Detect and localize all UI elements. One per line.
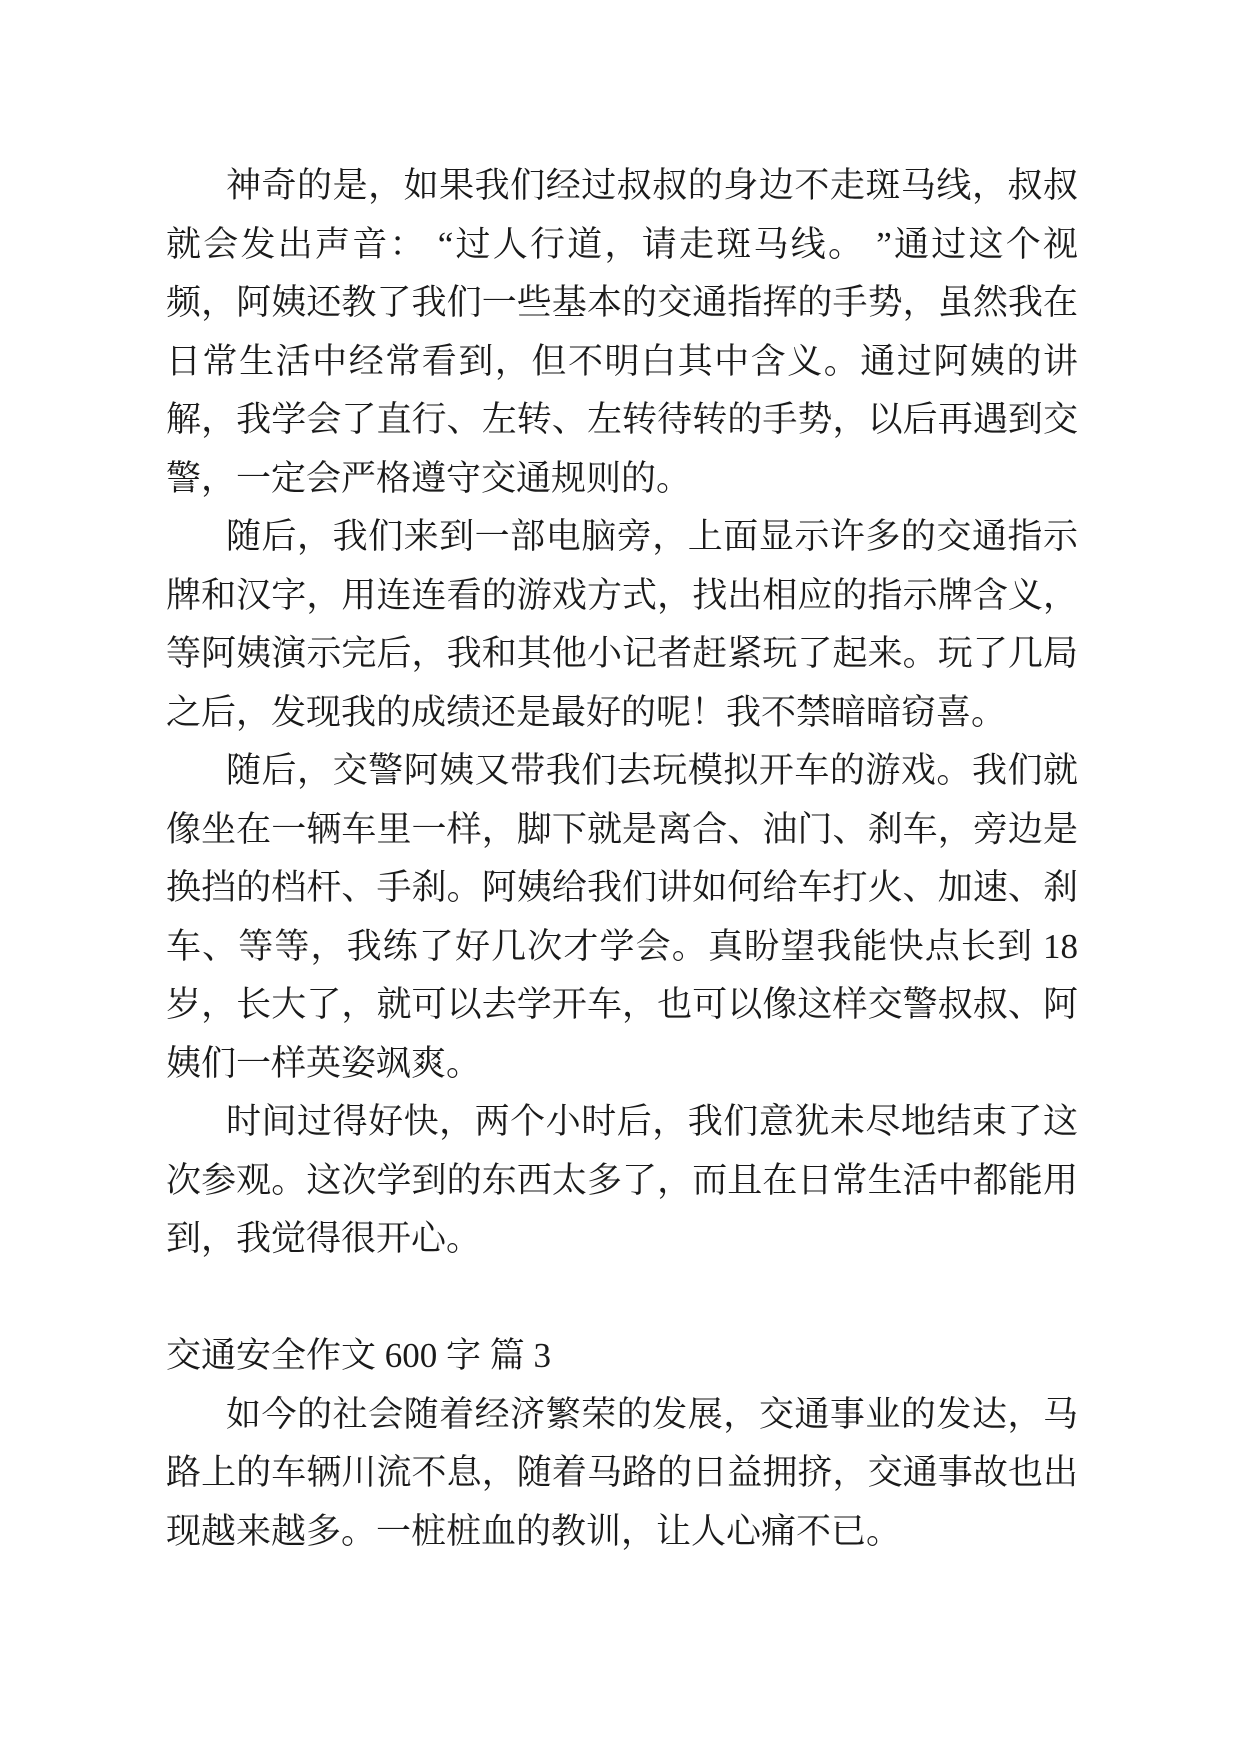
essay-body bbox=[166, 157, 1078, 1561]
section-heading: 交通安全作文 600 字 篇 3 bbox=[166, 1336, 552, 1375]
essay-paragraph: 时间过得好快，两个小时后，我们意犹未尽地结束了这次参观。这次学到的东西太多了，而且在日常生活中都能用到，我觉得很开心。 bbox=[166, 1102, 1078, 1258]
essay-paragraph: 随后，我们来到一部电脑旁，上面显示许多的交通指示牌和汉字，用连连看的游戏方式，找出相应的指示牌含义，等阿姨演示完后，我和其他小记者赶紧玩了起来。玩了几局之后，发现我的成绩还是最好的呢！我不禁暗暗窃喜。 bbox=[166, 517, 1078, 732]
essay-paragraph: 如今的社会随着经济繁荣的发展，交通事业的发达，马路上的车辆川流不息，随着马路的日益拥挤，交通事故也出现越来越多。一桩桩血的教训，让人心痛不已。 bbox=[166, 1394, 1078, 1551]
essay-paragraph: 随后，交警阿姨又带我们去玩模拟开车的游戏。我们就像坐在一辆车里一样，脚下就是离合、油门、刹车，旁边是换挡的档杆、手刹。阿姨给我们讲如何给车打火、加速、刹车、等等，我练了好几次才学会。真盼望我能快点长到 18 岁，长大了，就可以去学开车，也可以像这样交警叔叔、阿姨们一样英姿飒爽。 bbox=[166, 751, 1078, 1083]
essay-paragraph: 神奇的是，如果我们经过叔叔的身边不走斑马线，叔叔就会发出声音： “过人行道，请走斑马线。 ”通过这个视频，阿姨还教了我们一些基本的交通指挥的手势，虽然我在日常生活中经常看到，但不明白其中含义。通过阿姨的讲解，我学会了直行、左转、左转待转的手势，以后再遇到交警，一定会严格遵守交通规则的。 bbox=[166, 166, 1078, 498]
